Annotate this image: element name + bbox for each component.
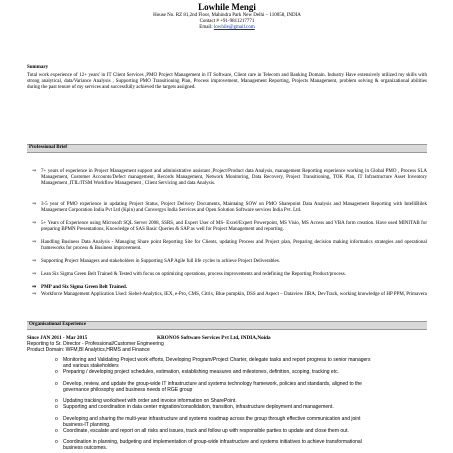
arrow-bullet-icon: ⇒ [32,202,37,207]
email-line [27,25,427,31]
job-dates: Since JAN 2011 - Mar 2015 [27,335,88,341]
circle-bullet-icon: o [55,369,58,375]
arrow-bullet-icon: ⇒ [32,272,37,277]
circle-bullet-icon: o [55,416,58,422]
circle-bullet-icon: o [55,398,58,404]
arrow-bullet-icon: ⇒ [32,285,37,290]
arrow-bullet-icon: ⇒ [32,221,37,226]
circle-bullet-icon: o [55,404,58,410]
email-label: Email: [199,25,213,30]
circle-bullet-icon: o [55,428,58,434]
email-link[interactable]: lowhile@gmail.com [213,25,255,30]
candidate-name: Lowhile Mengi [198,2,256,12]
contact-line: Contact # +91-9811217771 [199,19,255,24]
summary-text: Total work experience of 12+ years' in IT Client Services ,PMO Project Management in IT Software, Client care in Telecom and Banking Domain. Industry Have extensively utilized my skills with strong analytical, data/Variance Analysis , Supporting PMO Transitioning Plan, Process improvement, Management Reporting, Projects Management, problem solving & organizational abilities during the past tenure of my services and successfully achieved the targets assigned. [27,73,427,90]
professional-brief-title: Professional Brief [29,145,68,150]
professional-brief-bar [27,144,427,153]
job-company: KRONOS Software Services Pvt Ltd, INDIA,Noida [157,335,271,341]
address-line: House No. RZ 81,2nd Floor, Mahindra Park New Delhi – 110058, INDIA [153,13,301,18]
circle-bullet-icon: o [55,357,58,363]
circle-bullet-icon: o [55,439,58,445]
arrow-bullet-icon: ⇒ [32,240,37,245]
organisational-experience-title: Organisational Experience [29,322,87,327]
summary-title: Summary [27,65,49,70]
organisational-experience-bar [27,321,427,330]
arrow-bullet-icon: ⇒ [32,169,37,174]
job-reporting: Reporting to Sr. Director - Professional/Customer Engineering [27,341,164,347]
arrow-bullet-icon: ⇒ [32,259,37,264]
arrow-bullet-icon: ⇒ [32,292,37,297]
circle-bullet-icon: o [55,381,58,387]
job-domain: Product Domain: WFM,BI Analytics,HRMS and Finance [27,347,150,353]
